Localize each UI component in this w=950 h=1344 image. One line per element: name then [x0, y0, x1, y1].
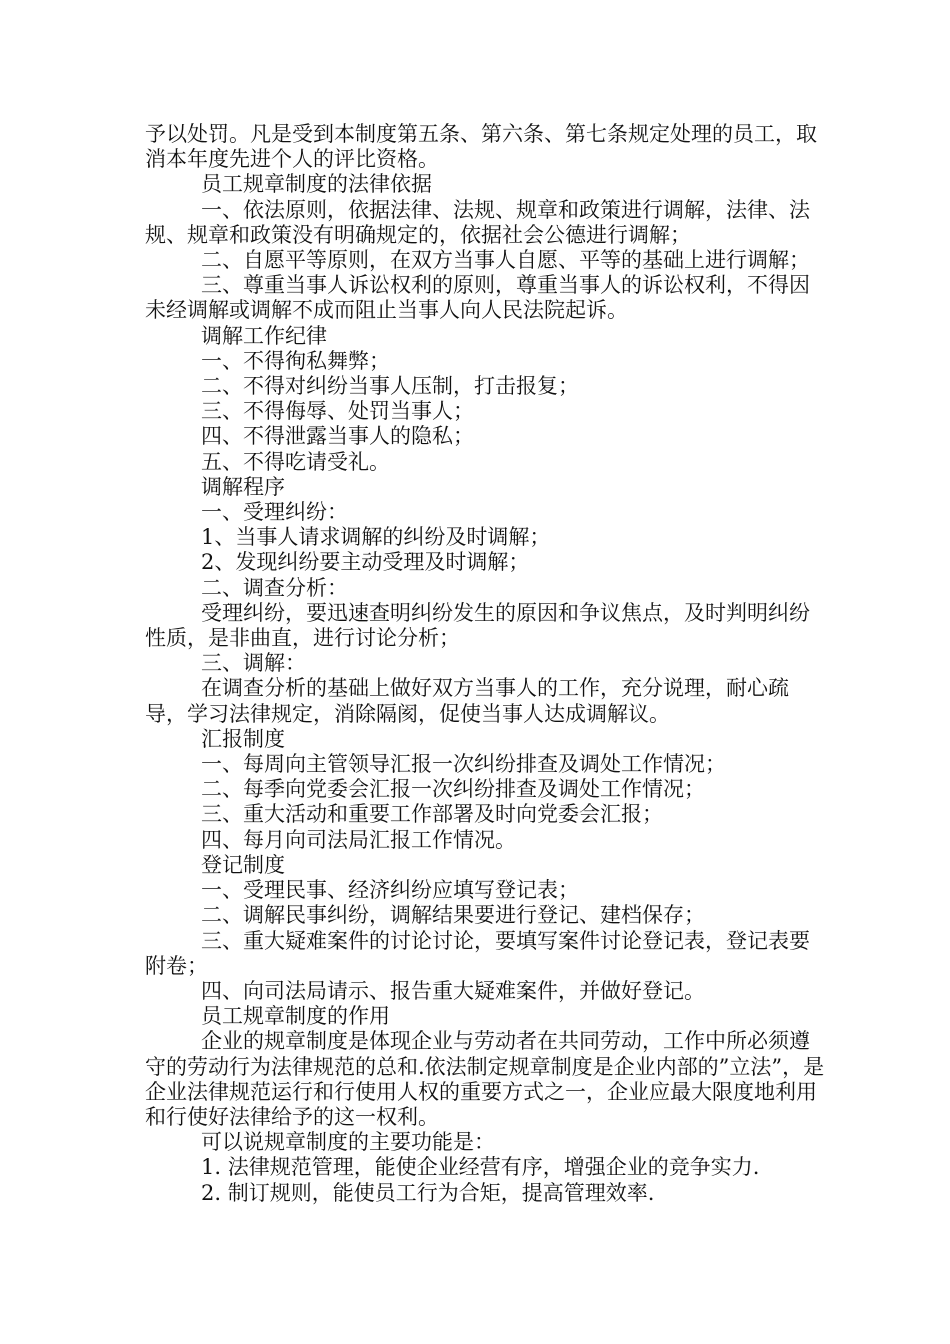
section-heading: 调解程序	[201, 474, 285, 499]
paragraph: 受理纠纷，要迅速查明纠纷发生的原因和争议焦点，及时判明纠纷性质，是非曲直，进行讨论分析；	[145, 600, 810, 651]
list-item: 三、重大疑难案件的讨论讨论，要填写案件讨论登记表，登记表要附卷；	[145, 928, 810, 978]
document-body	[145, 122, 825, 1206]
list-item: 二、不得对纠纷当事人压制，打击报复；	[201, 374, 579, 399]
paragraph: 可以说规章制度的主要功能是：	[201, 1130, 495, 1155]
list-item: 三、调解：	[201, 651, 306, 676]
section-heading: 员工规章制度的作用	[201, 1004, 390, 1029]
paragraph: 予以处罚。凡是受到本制度第五条、第六条、第七条规定处理的员工，取消本年度先进个人的评比资格。	[145, 122, 817, 172]
list-item: 二、调查分析：	[201, 575, 348, 600]
section-heading: 员工规章制度的法律依据	[201, 172, 432, 197]
list-item: 一、每周向主管领导汇报一次纠纷排查及调处工作情况；	[201, 752, 726, 777]
list-item: 一、受理民事、经济纠纷应填写登记表；	[201, 878, 579, 903]
section-heading: 汇报制度	[201, 726, 285, 751]
list-item: 五、不得吃请受礼。	[201, 449, 390, 474]
paragraph: 一、依法原则，依据法律、法规、规章和政策进行调解，法律、法规、规章和政策没有明确规定的，依据社会公德进行调解；	[145, 197, 810, 247]
list-item: 2. 制订规则，能使员工行为合矩，提高管理效率.	[201, 1180, 655, 1205]
list-item: 一、受理纠纷：	[201, 500, 348, 525]
section-heading: 调解工作纪律	[201, 323, 327, 348]
list-item: 二、调解民事纠纷，调解结果要进行登记、建档保存；	[201, 903, 705, 928]
paragraph: 在调查分析的基础上做好双方当事人的工作，充分说理，耐心疏导，学习法律规定，消除隔阂，促使当事人达成调解议。	[145, 676, 789, 726]
list-item: 一、不得徇私舞弊；	[201, 348, 390, 373]
list-item: 四、不得泄露当事人的隐私；	[201, 424, 474, 449]
list-item: 三、不得侮辱、处罚当事人；	[201, 399, 474, 424]
list-item: 1、当事人请求调解的纠纷及时调解；	[201, 525, 551, 550]
section-heading: 登记制度	[201, 852, 285, 877]
list-item: 四、每月向司法局汇报工作情况。	[201, 827, 516, 852]
list-item: 二、每季向党委会汇报一次纠纷排查及调处工作情况；	[201, 777, 705, 802]
paragraph: 二、自愿平等原则，在双方当事人自愿、平等的基础上进行调解；	[201, 248, 810, 273]
paragraph: 企业的规章制度是体现企业与劳动者在共同劳动，工作中所必须遵守的劳动行为法律规范的总和.依法制定规章制度是企业内部的”立法”，是企业法律规范运行和行使用人权的重要方式之一，企业应最大限度地利用和行使好法律给予的这一权利。	[145, 1029, 825, 1129]
paragraph: 三、尊重当事人诉讼权利的原则，尊重当事人的诉讼权利，不得因未经调解或调解不成而阻止当事人向人民法院起诉。	[145, 273, 810, 323]
list-item: 四、向司法局请示、报告重大疑难案件，并做好登记。	[201, 978, 705, 1003]
list-item: 1. 法律规范管理，能使企业经营有序，增强企业的竞争实力.	[201, 1155, 760, 1180]
list-item: 三、重大活动和重要工作部署及时向党委会汇报；	[201, 802, 663, 827]
list-item: 2、发现纠纷要主动受理及时调解；	[201, 550, 530, 575]
